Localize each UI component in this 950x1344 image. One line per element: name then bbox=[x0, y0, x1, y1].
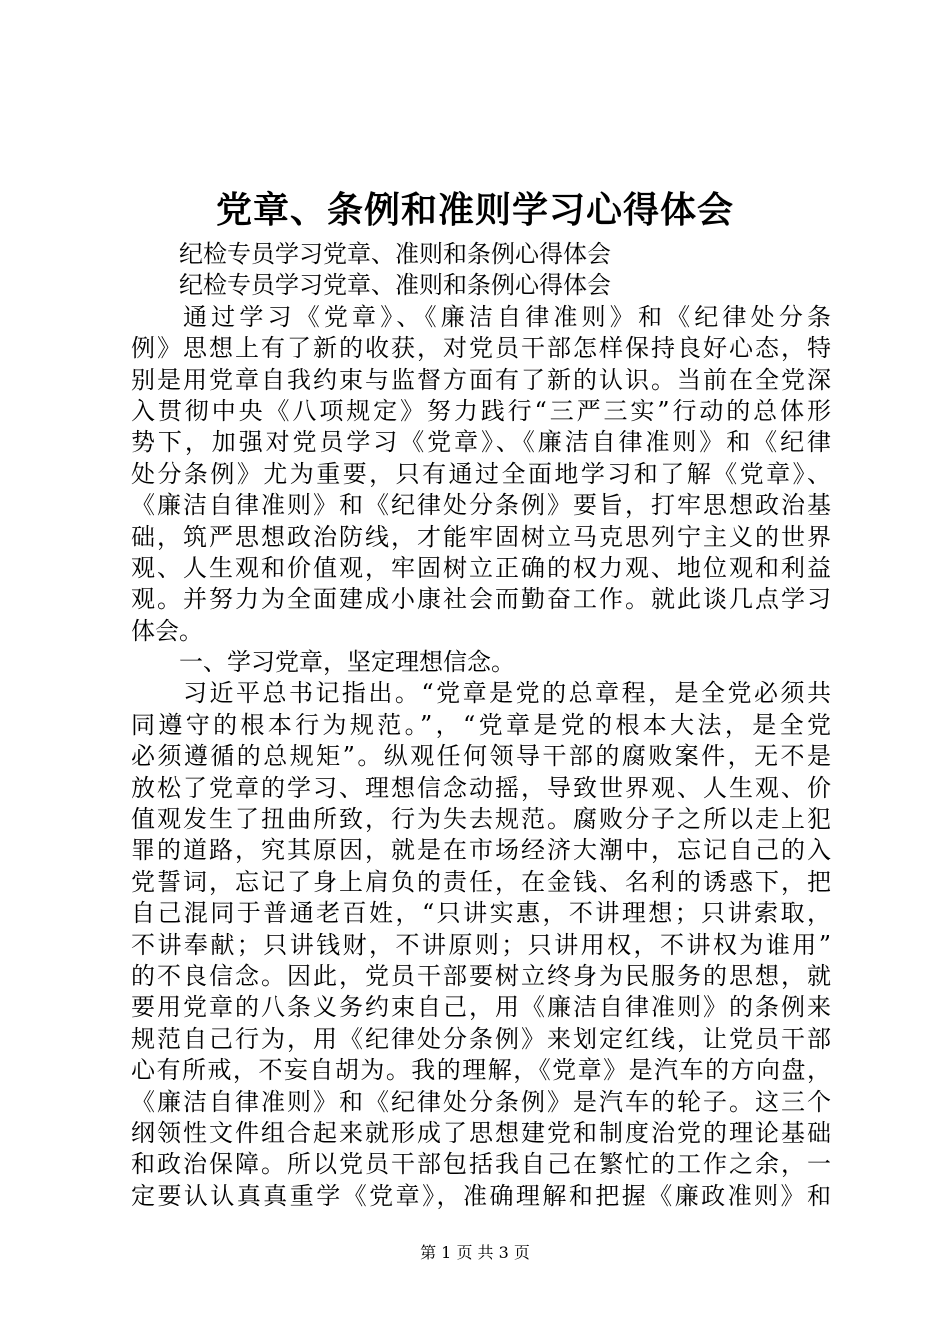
paragraph-line: 定要认认真真重学《党章》，准确理解和把握《廉政准则》和 bbox=[131, 1181, 831, 1210]
paragraph-line: 观、人生观和价值观，牢固树立正确的权力观、地位观和利益 bbox=[131, 553, 831, 582]
paragraph-line: 《廉洁自律准则》和《纪律处分条例》是汽车的轮子。这三个 bbox=[131, 1087, 831, 1116]
page-number-footer: 第 1 页 共 3 页 bbox=[420, 1243, 530, 1262]
paragraph-line: 处分条例》尤为重要，只有通过全面地学习和了解《党章》、 bbox=[131, 459, 831, 488]
paragraph-line: 纲领性文件组合起来就形成了思想建党和制度治党的理论基础 bbox=[131, 1118, 831, 1147]
paragraph-line: 体会。 bbox=[131, 616, 203, 645]
subtitle-line: 纪检专员学习党章、准则和条例心得体会 bbox=[179, 240, 611, 268]
document-title: 党章、条例和准则学习心得体会 bbox=[215, 189, 734, 231]
paragraph-line: 必须遵循的总规矩”。纵观任何领导干部的腐败案件，无不是 bbox=[131, 742, 831, 771]
paragraph-line: 势下，加强对党员学习《党章》、《廉洁自律准则》和《纪律 bbox=[131, 428, 831, 457]
paragraph-line: 放松了党章的学习、理想信念动摇，导致世界观、人生观、价 bbox=[131, 773, 831, 802]
paragraph-line: 入贯彻中央《八项规定》努力践行“三严三实”行动的总体形 bbox=[131, 396, 831, 425]
paragraph-line: 要用党章的八条义务约束自己，用《廉洁自律准则》的条例来 bbox=[131, 993, 831, 1022]
paragraph-line: 党誓词，忘记了身上肩负的责任，在金钱、名利的诱惑下，把 bbox=[131, 867, 831, 896]
paragraph-line: 别是用党章自我约束与监督方面有了新的认识。当前在全党深 bbox=[131, 365, 831, 394]
paragraph-line: 规范自己行为，用《纪律处分条例》来划定红线，让党员干部 bbox=[131, 1024, 831, 1053]
paragraph-line: 例》思想上有了新的收获，对党员干部怎样保持良好心态，特 bbox=[131, 334, 831, 363]
paragraph-line: 习近平总书记指出。“党章是党的总章程，是全党必须共 bbox=[183, 679, 831, 708]
paragraph-line: 心有所戒，不妄自胡为。我的理解，《党章》是汽车的方向盘， bbox=[131, 1056, 831, 1085]
paragraph-line: 的不良信念。因此，党员干部要树立终身为民服务的思想，就 bbox=[131, 961, 831, 990]
paragraph-line: 不讲奉献；只讲钱财，不讲原则；只讲用权，不讲权为谁用” bbox=[131, 930, 831, 959]
paragraph-line: 自己混同于普通老百姓，“只讲实惠，不讲理想；只讲索取， bbox=[131, 899, 831, 928]
paragraph-line: 础，筑严思想政治防线，才能牢固树立马克思列宁主义的世界 bbox=[131, 522, 831, 551]
paragraph-line: 同遵守的根本行为规范。”，“党章是党的根本大法，是全党 bbox=[131, 710, 831, 739]
paragraph-line: 观。并努力为全面建成小康社会而勤奋工作。就此谈几点学习 bbox=[131, 585, 831, 614]
paragraph-line: 和政治保障。所以党员干部包括我自己在繁忙的工作之余，一 bbox=[131, 1150, 831, 1179]
section-heading: 一、学习党章，坚定理想信念。 bbox=[179, 648, 515, 677]
document-body bbox=[131, 239, 831, 1212]
paragraph-line: 值观发生了扭曲所致，行为失去规范。腐败分子之所以走上犯 bbox=[131, 805, 831, 834]
paragraph-line: 《廉洁自律准则》和《纪律处分条例》要旨，打牢思想政治基 bbox=[131, 491, 831, 520]
subtitle-line: 纪检专员学习党章、准则和条例心得体会 bbox=[179, 271, 611, 300]
paragraph-line: 罪的道路，究其原因，就是在市场经济大潮中，忘记自己的入 bbox=[131, 836, 831, 865]
paragraph-line: 通过学习《党章》、《廉洁自律准则》和《纪律处分条 bbox=[183, 302, 831, 331]
